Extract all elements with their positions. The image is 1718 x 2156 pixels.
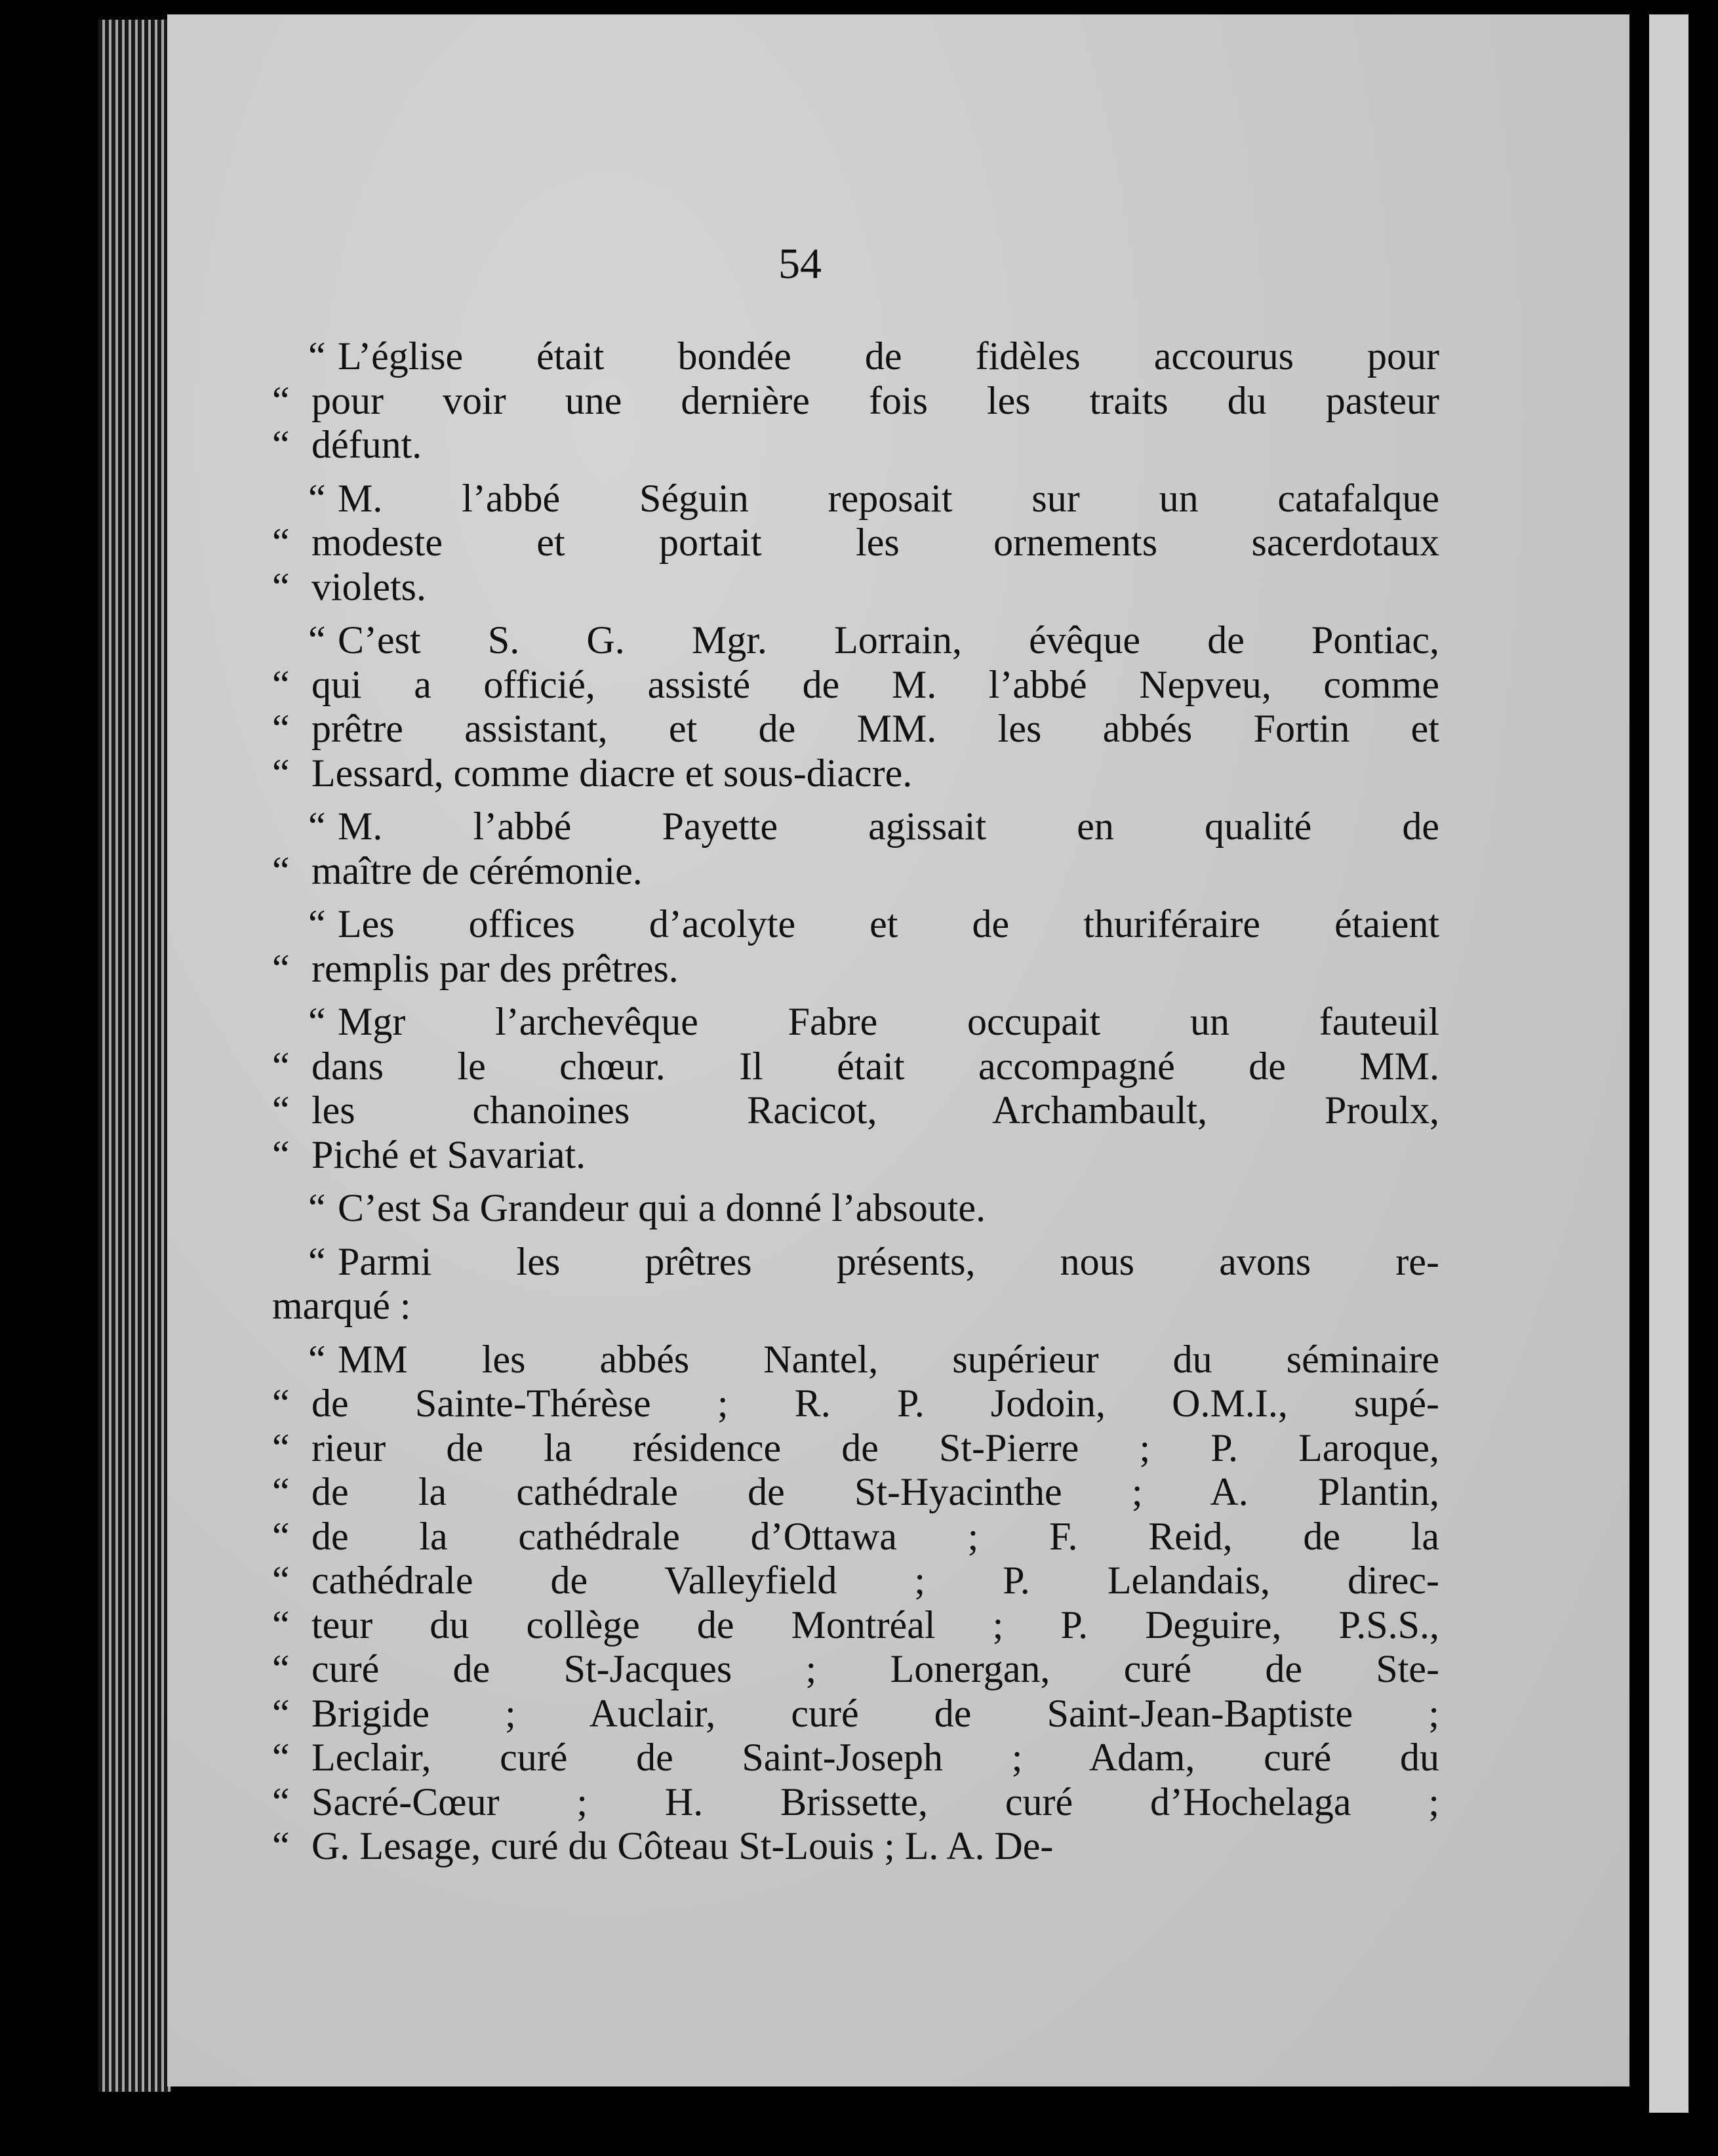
quote-mark: “ (272, 1514, 290, 1558)
text-line (272, 902, 1439, 947)
line-text: C’est Sa Grandeur qui a donné l’absoute. (338, 1186, 986, 1229)
line-text: teur du collège de Montréal ; P. Deguire, P.S.S., (311, 1603, 1439, 1647)
text-line (272, 1284, 1439, 1328)
text-line (272, 477, 1439, 521)
quote-mark: “ (272, 1044, 290, 1088)
line-text: Lessard, comme diacre et sous-diacre. (311, 751, 913, 795)
text-line (272, 565, 1439, 610)
line-text: marqué : (272, 1284, 411, 1327)
quote-mark: “ (272, 1824, 290, 1867)
quote-mark: “ (272, 565, 290, 609)
paragraph (272, 1186, 1439, 1231)
quote-mark: “ (308, 805, 326, 848)
text-line (272, 707, 1439, 751)
text-line (272, 1559, 1439, 1603)
quote-mark: “ (308, 1239, 326, 1283)
line-text: maître de cérémonie. (311, 848, 643, 892)
quote-mark: “ (272, 707, 290, 750)
quote-mark: “ (308, 1337, 326, 1381)
body-text (272, 334, 1439, 1878)
quote-mark: “ (272, 1603, 290, 1647)
text-line (272, 805, 1439, 849)
text-line (272, 1382, 1439, 1426)
line-text: G. Lesage, curé du Côteau St-Louis ; L. A. De- (311, 1824, 1054, 1867)
text-line (272, 1780, 1439, 1825)
line-text: Brigide ; Auclair, curé de Saint-Jean-Baptiste ; (311, 1691, 1439, 1735)
text-line (272, 334, 1439, 379)
line-text: violets. (311, 565, 426, 609)
line-text: Sacré-Cœur ; H. Brissette, curé d’Hochelaga ; (311, 1780, 1439, 1824)
text-line (272, 521, 1439, 565)
line-text: prêtre assistant, et de MM. les abbés Fortin et (311, 707, 1439, 750)
text-line (272, 1515, 1439, 1559)
paragraph (272, 334, 1439, 468)
line-text: Mgr l’archevêque Fabre occupait un fauteuil (338, 1000, 1439, 1043)
paragraph (272, 477, 1439, 610)
quote-mark: “ (308, 1186, 326, 1229)
text-line (272, 1133, 1439, 1178)
line-text: les chanoines Racicot, Archambault, Proulx, (311, 1088, 1439, 1132)
paragraph (272, 805, 1439, 893)
quote-mark: “ (272, 378, 290, 422)
text-line (272, 1000, 1439, 1045)
quote-mark: “ (272, 848, 290, 892)
line-text: C’est S. G. Mgr. Lorrain, évêque de Pontiac, (338, 618, 1439, 662)
text-line (272, 1045, 1439, 1089)
line-text: M. l’abbé Séguin reposait sur un catafalque (338, 476, 1439, 520)
line-text: Leclair, curé de Saint-Joseph ; Adam, curé du (311, 1736, 1439, 1779)
quote-mark: “ (272, 1088, 290, 1132)
text-line (272, 1338, 1439, 1382)
paragraph (272, 902, 1439, 991)
paragraph (272, 618, 1439, 795)
quote-mark: “ (272, 1780, 290, 1824)
line-text: pour voir une dernière fois les traits du pasteur (311, 378, 1439, 422)
quote-mark: “ (308, 334, 326, 378)
paragraph (272, 1240, 1439, 1328)
text-line (272, 947, 1439, 991)
line-text: de la cathédrale d’Ottawa ; F. Reid, de la (311, 1514, 1439, 1558)
quote-mark: “ (308, 902, 326, 946)
line-text: Les offices d’acolyte et de thuriféraire étaient (338, 902, 1439, 946)
quote-mark: “ (308, 1000, 326, 1043)
text-line (272, 379, 1439, 424)
line-text: M. l’abbé Payette agissait en qualité de (338, 805, 1439, 848)
text-line (272, 1088, 1439, 1133)
line-text: cathédrale de Valleyfield ; P. Lelandais, direc- (311, 1559, 1439, 1602)
line-text: Piché et Savariat. (311, 1132, 586, 1176)
quote-mark: “ (272, 1470, 290, 1513)
text-line (272, 1240, 1439, 1285)
quote-mark: “ (272, 1691, 290, 1735)
paragraph (272, 1000, 1439, 1177)
line-text: de la cathédrale de St-Hyacinthe ; A. Plantin, (311, 1470, 1439, 1513)
quote-mark: “ (308, 476, 326, 520)
text-line (272, 1692, 1439, 1736)
quote-mark: “ (272, 751, 290, 795)
quote-mark: “ (272, 1426, 290, 1469)
line-text: rieur de la résidence de St-Pierre ; P. Laroque, (311, 1426, 1439, 1469)
line-text: qui a officié, assisté de M. l’abbé Nepveu, comme (311, 662, 1439, 706)
quote-mark: “ (272, 662, 290, 706)
text-line (272, 1824, 1439, 1869)
quote-mark: “ (272, 1647, 290, 1690)
line-text: curé de St-Jacques ; Lonergan, curé de Ste- (311, 1647, 1439, 1690)
text-line (272, 751, 1439, 796)
text-line (272, 663, 1439, 708)
line-text: dans le chœur. Il était accompagné de MM. (311, 1044, 1439, 1088)
quote-mark: “ (272, 1736, 290, 1779)
text-line (272, 1426, 1439, 1471)
line-text: remplis par des prêtres. (311, 946, 679, 990)
quote-mark: “ (272, 1382, 290, 1425)
line-text: défunt. (311, 423, 422, 466)
facing-page-edge (1649, 14, 1688, 2113)
quote-mark: “ (272, 423, 290, 466)
quote-mark: “ (272, 1132, 290, 1176)
text-line (272, 1736, 1439, 1780)
quote-mark: “ (272, 1559, 290, 1602)
quote-mark: “ (272, 946, 290, 990)
text-line (272, 1186, 1439, 1231)
line-text: de Sainte-Thérèse ; R. P. Jodoin, O.M.I., supé- (311, 1382, 1439, 1425)
line-text: MM les abbés Nantel, supérieur du séminaire (338, 1337, 1439, 1381)
text-line (272, 849, 1439, 894)
book-page-edges (98, 20, 170, 2092)
page-number: 54 (778, 240, 822, 288)
text-line (272, 1603, 1439, 1648)
quote-mark: “ (308, 618, 326, 662)
quote-mark: “ (272, 521, 290, 564)
text-line (272, 618, 1439, 663)
text-line (272, 1647, 1439, 1692)
text-line (272, 1470, 1439, 1515)
text-line (272, 423, 1439, 468)
line-text: Parmi les prêtres présents, nous avons re- (338, 1239, 1439, 1283)
paragraph (272, 1338, 1439, 1869)
line-text: L’église était bondée de fidèles accourus pour (338, 334, 1439, 378)
line-text: modeste et portait les ornements sacerdotaux (311, 521, 1439, 564)
